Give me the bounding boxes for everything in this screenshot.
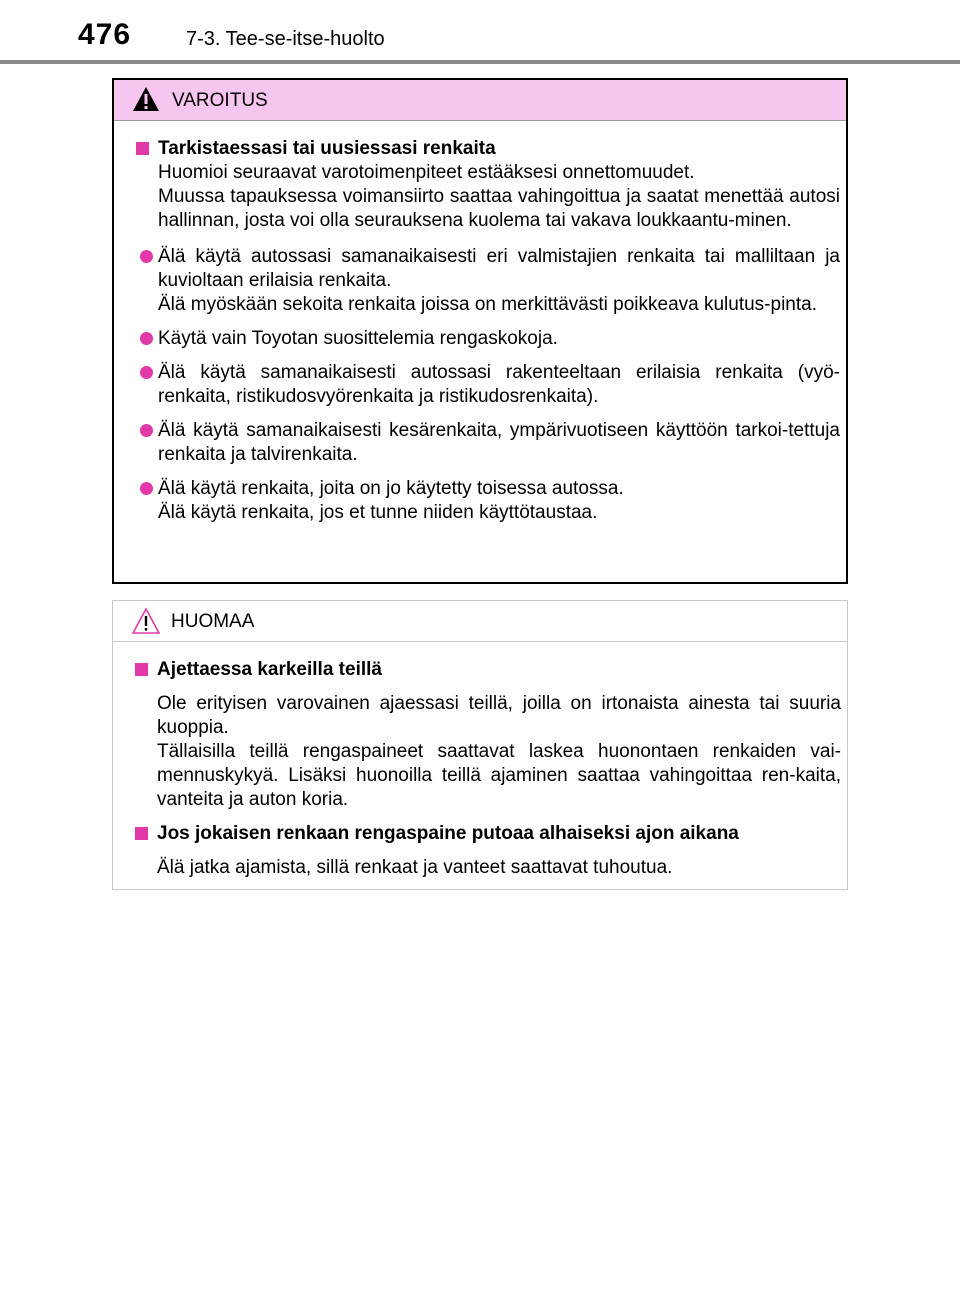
- warning-content: [114, 121, 846, 525]
- section-title: 7-3. Tee-se-itse-huolto: [186, 28, 385, 50]
- header-rule: [0, 60, 960, 64]
- round-bullet-icon: [140, 482, 153, 495]
- notice-header: [113, 601, 847, 642]
- notice-para: Tällaisilla teillä rengaspaineet saattavat laskea huonontaen renkaiden vai-mennuskykyä. Lisäksi huonoilla teillä ajaminen saattaa vahingoittaa ren-kaita, vanteita ja auton koria.: [157, 741, 841, 810]
- warning-header: [114, 80, 846, 121]
- bullet-text: Käytä vain Toyotan suosittelemia rengaskokoja.: [158, 328, 558, 349]
- bullet-text: Älä käytä renkaita, jos et tunne niiden käyttötaustaa.: [158, 502, 598, 523]
- round-bullet-icon: [140, 366, 153, 379]
- notice-box: [112, 600, 848, 890]
- warning-box: [112, 78, 848, 584]
- notice-heading: [135, 658, 841, 682]
- page-number: 476: [78, 18, 132, 51]
- square-bullet-icon: [135, 663, 148, 676]
- notice-heading-text: Jos jokaisen renkaan rengaspaine putoaa alhaiseksi ajon aikana: [157, 823, 739, 844]
- notice-title: HUOMAA: [171, 611, 255, 632]
- warning-title: VAROITUS: [172, 90, 268, 111]
- bullet-text: Älä käytä samanaikaisesti autossasi rakenteeltaan erilaisia renkaita (vyö-renkaita, ristikudosvyörenkaita ja ristikudosrenkaita).: [158, 362, 840, 407]
- round-bullet-icon: [140, 332, 153, 345]
- warning-bullet: [136, 477, 840, 525]
- warning-heading-text: Tarkistaessasi tai uusiessasi renkaita: [158, 138, 496, 159]
- warning-bullet: [136, 361, 840, 409]
- warning-bullet: [136, 245, 840, 317]
- bullet-text: Älä käytä samanaikaisesti kesärenkaita, ympärivuotiseen käyttöön tarkoi-tettuja renkaita ja talvirenkaita.: [158, 420, 840, 465]
- round-bullet-icon: [140, 424, 153, 437]
- round-bullet-icon: [140, 250, 153, 263]
- notice-para: Älä jatka ajamista, sillä renkaat ja vanteet saattavat tuhoutua.: [157, 857, 673, 878]
- warning-intro-2: Muussa tapauksessa voimansiirto saattaa vahingoittua ja saatat menettää autosi hallinnan, josta voi olla seurauksena kuolema tai vakava loukkaantu-minen.: [158, 186, 840, 231]
- bullet-text: Älä käytä renkaita, joita on jo käytetty toisessa autossa.: [158, 478, 624, 499]
- warning-bullet: [136, 327, 840, 351]
- page-header: [0, 0, 960, 70]
- caution-icon: [131, 607, 161, 635]
- bullet-text: Älä myöskään sekoita renkaita joissa on merkittävästi poikkeava kulutus-pinta.: [158, 294, 817, 315]
- warning-heading: [136, 137, 840, 161]
- notice-para: Ole erityisen varovainen ajaessasi teillä, joilla on irtonaista ainesta tai suuria kuoppia.: [157, 693, 841, 738]
- square-bullet-icon: [135, 827, 148, 840]
- bullet-text: Älä käytä autossasi samanaikaisesti eri valmistajien renkaita tai malliltaan ja kuvioltaan erilaisia renkaita.: [158, 246, 840, 291]
- notice-heading: [135, 822, 841, 846]
- notice-content: [113, 642, 847, 880]
- warning-intro-1: Huomioi seuraavat varotoimenpiteet estääksesi onnettomuudet.: [158, 162, 695, 183]
- square-bullet-icon: [136, 142, 149, 155]
- warning-icon: [132, 86, 160, 112]
- notice-heading-text: Ajettaessa karkeilla teillä: [157, 659, 382, 680]
- warning-bullet: [136, 419, 840, 467]
